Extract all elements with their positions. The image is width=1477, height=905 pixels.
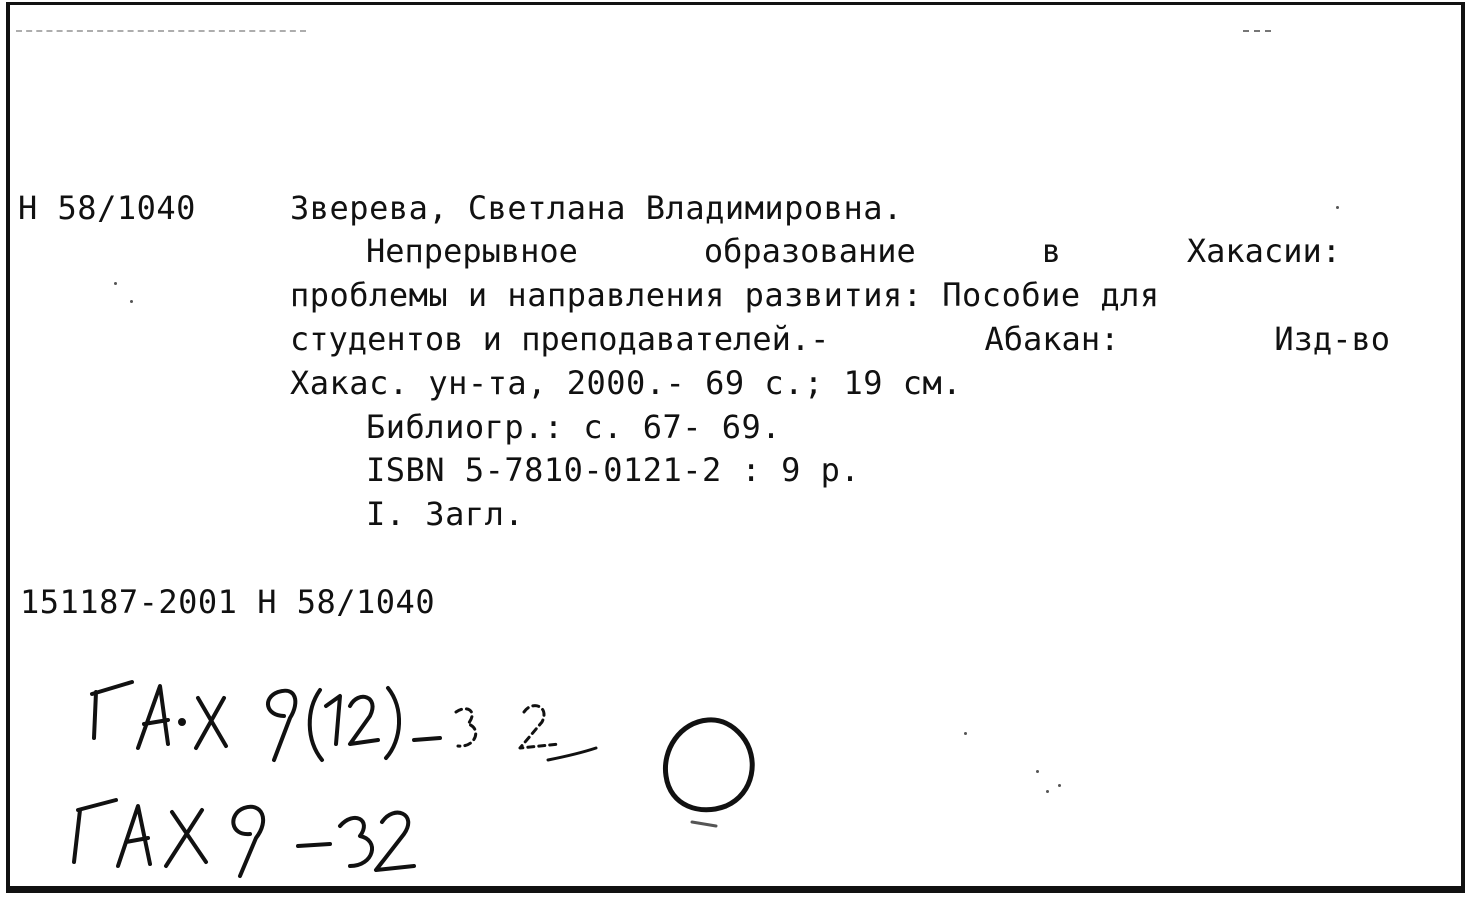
bibliography-note: Библиогр.: с. 67- 69.	[366, 408, 782, 446]
title-line-2: проблемы и направления развития: Пособие для	[290, 276, 1160, 314]
scan-speck	[1046, 790, 1049, 793]
scan-speck	[1036, 770, 1039, 773]
title-segment: Абакан:	[984, 320, 1120, 358]
title-segment: студентов и преподавателей.-	[290, 320, 830, 358]
scan-speck	[114, 282, 117, 285]
handwriting-line-1	[92, 682, 596, 760]
title-word: Хакасии:	[1186, 232, 1341, 270]
accession-number: 151187-2001 Н 58/1040	[20, 583, 436, 621]
handwriting-line-2	[74, 800, 414, 876]
title-word: образование	[703, 232, 916, 270]
imprint-line: Хакас. ун-та, 2000.- 69 с.; 19 см.	[290, 364, 963, 402]
scan-speck	[964, 732, 967, 735]
author-heading: Зверева, Светлана Владимировна.	[290, 189, 903, 227]
title-segment: Изд-во	[1274, 320, 1390, 358]
isbn-line: ISBN 5-7810-0121-2 : 9 р.	[366, 451, 861, 489]
title-tracing: I. Загл.	[366, 495, 525, 533]
call-number: Н 58/1040	[18, 189, 196, 227]
scan-speck	[130, 300, 133, 303]
scan-speck	[1336, 206, 1339, 209]
title-word: в	[1041, 232, 1061, 270]
circle-mark-icon	[665, 720, 752, 826]
title-word: Непрерывное	[366, 232, 578, 270]
scan-speck	[1058, 784, 1061, 787]
